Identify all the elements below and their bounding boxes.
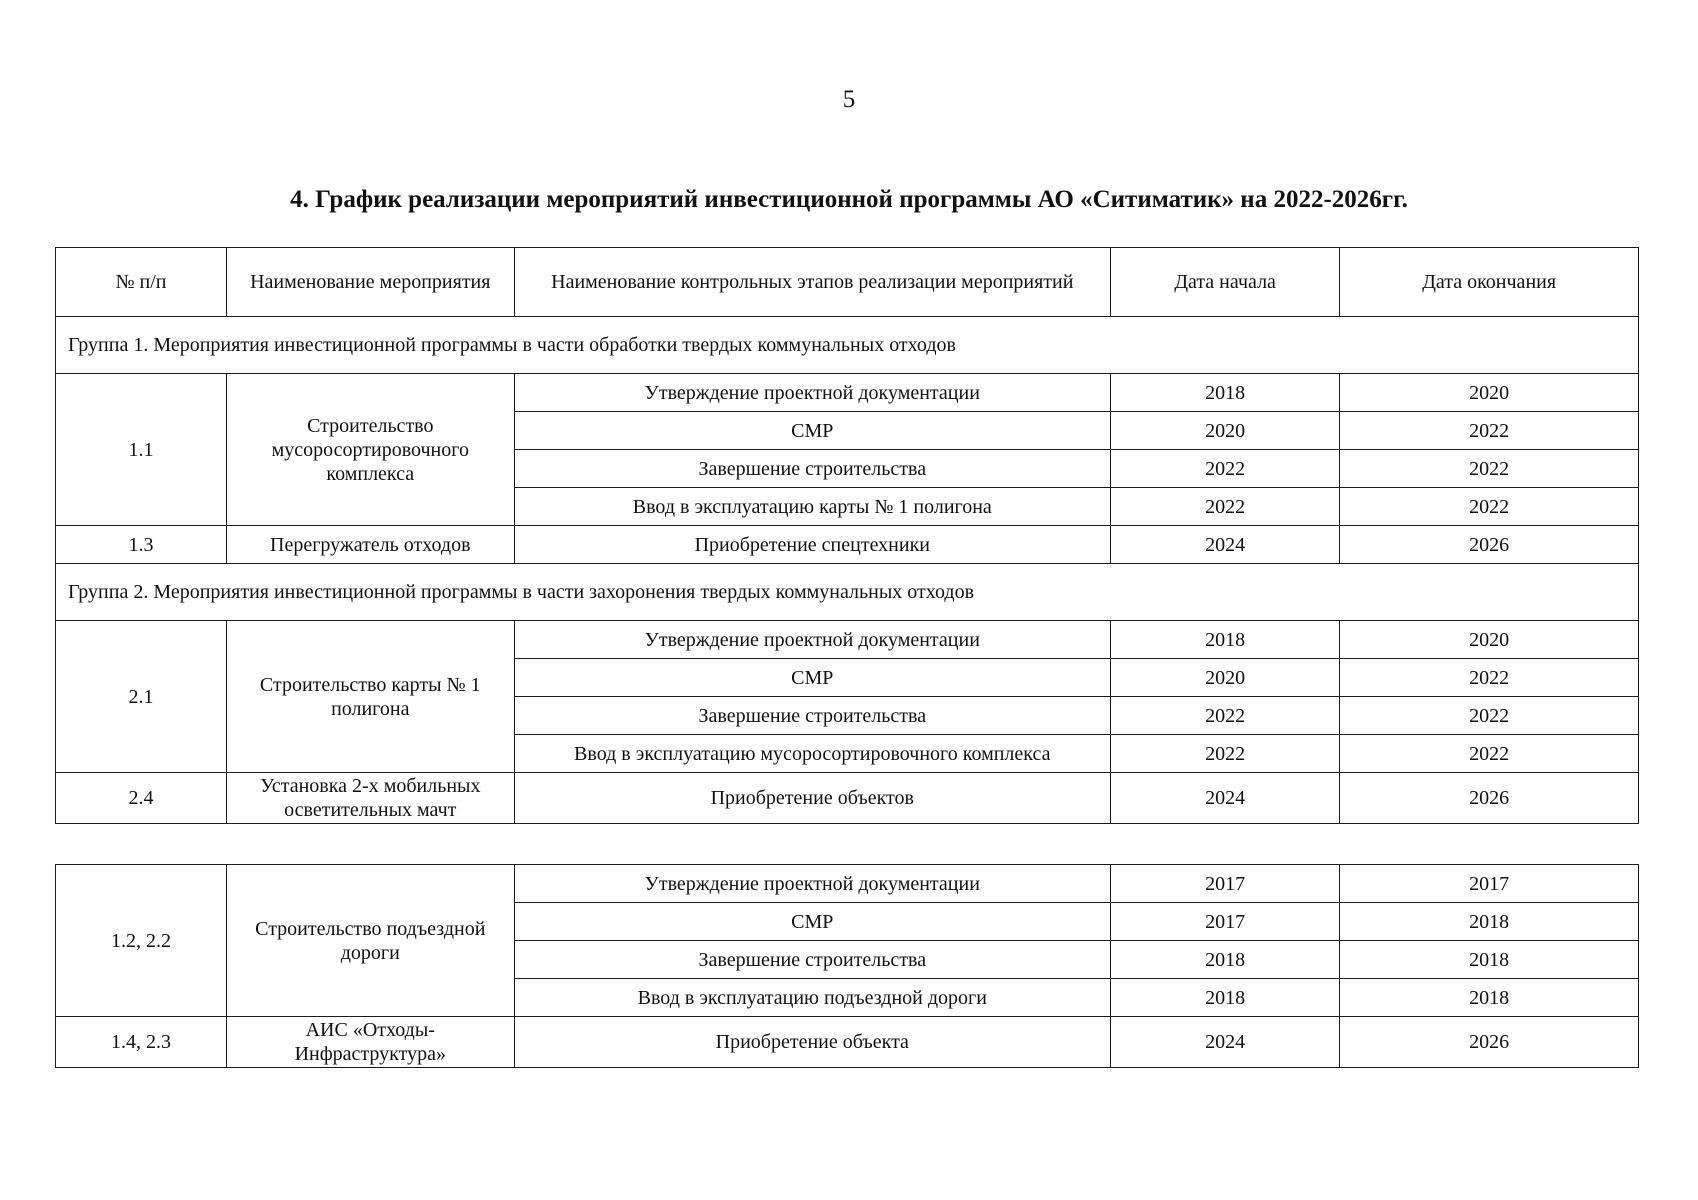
end-cell: 2022 (1340, 412, 1639, 450)
stage-cell: Приобретение объектов (514, 773, 1110, 824)
start-cell: 2018 (1110, 941, 1339, 979)
page-number: 5 (842, 86, 856, 113)
stage-cell: Ввод в эксплуатацию карты № 1 полигона (514, 488, 1110, 526)
stage-cell: Завершение строительства (514, 450, 1110, 488)
row-num: 1.3 (56, 526, 227, 564)
start-cell: 2020 (1110, 412, 1339, 450)
start-cell: 2024 (1110, 773, 1339, 824)
row-name: Строительство мусоросортировочного комплекса (226, 374, 514, 526)
row-name: Перегружатель отходов (226, 526, 514, 564)
document-title: 4. График реализации мероприятий инвестиционной программы АО «Ситиматик» на 2022-2026гг. (290, 186, 1408, 213)
stage-cell: Завершение строительства (514, 697, 1110, 735)
group-2-title: Группа 2. Мероприятия инвестиционной программы в части захоронения твердых коммунальных отходов (56, 564, 1639, 621)
end-cell: 2022 (1340, 697, 1639, 735)
start-cell: 2018 (1110, 979, 1339, 1017)
stage-cell: Приобретение объекта (514, 1017, 1110, 1068)
table-row (56, 621, 1639, 659)
group-row (56, 564, 1639, 621)
header-num: № п/п (56, 248, 227, 317)
start-cell: 2022 (1110, 697, 1339, 735)
row-name: Установка 2-х мобильных осветительных мачт (226, 773, 514, 824)
end-cell: 2020 (1340, 621, 1639, 659)
end-cell: 2026 (1340, 773, 1639, 824)
stage-cell: Утверждение проектной документации (514, 621, 1110, 659)
header-name: Наименование мероприятия (226, 248, 514, 317)
table-row (56, 526, 1639, 564)
stage-cell: СМР (514, 412, 1110, 450)
end-cell: 2026 (1340, 1017, 1639, 1068)
end-cell: 2022 (1340, 659, 1639, 697)
group-row (56, 317, 1639, 374)
end-cell: 2022 (1340, 450, 1639, 488)
start-cell: 2022 (1110, 735, 1339, 773)
end-cell: 2026 (1340, 526, 1639, 564)
start-cell: 2022 (1110, 488, 1339, 526)
stage-cell: Утверждение проектной документации (514, 865, 1110, 903)
stage-cell: Приобретение спецтехники (514, 526, 1110, 564)
header-end: Дата окончания (1340, 248, 1639, 317)
start-cell: 2017 (1110, 903, 1339, 941)
start-cell: 2024 (1110, 526, 1339, 564)
stage-cell: Ввод в эксплуатацию подъездной дороги (514, 979, 1110, 1017)
row-num: 1.4, 2.3 (56, 1017, 227, 1068)
row-num: 2.4 (56, 773, 227, 824)
end-cell: 2017 (1340, 865, 1639, 903)
stage-cell: Завершение строительства (514, 941, 1110, 979)
end-cell: 2022 (1340, 735, 1639, 773)
row-name: Строительство подъездной дороги (226, 865, 514, 1017)
schedule-table-continued (55, 864, 1639, 1068)
start-cell: 2017 (1110, 865, 1339, 903)
header-stages: Наименование контрольных этапов реализации мероприятий (514, 248, 1110, 317)
end-cell: 2022 (1340, 488, 1639, 526)
end-cell: 2020 (1340, 374, 1639, 412)
start-cell: 2020 (1110, 659, 1339, 697)
stage-cell: СМР (514, 659, 1110, 697)
end-cell: 2018 (1340, 903, 1639, 941)
stage-cell: Ввод в эксплуатацию мусоросортировочного комплекса (514, 735, 1110, 773)
start-cell: 2018 (1110, 374, 1339, 412)
start-cell: 2024 (1110, 1017, 1339, 1068)
stage-cell: СМР (514, 903, 1110, 941)
row-num: 2.1 (56, 621, 227, 773)
start-cell: 2022 (1110, 450, 1339, 488)
row-num: 1.1 (56, 374, 227, 526)
row-num: 1.2, 2.2 (56, 865, 227, 1017)
table-row (56, 1017, 1639, 1068)
table-row (56, 374, 1639, 412)
schedule-table (55, 247, 1639, 824)
stage-cell: Утверждение проектной документации (514, 374, 1110, 412)
start-cell: 2018 (1110, 621, 1339, 659)
table-header-row (56, 248, 1639, 317)
row-name: АИС «Отходы-Инфраструктура» (226, 1017, 514, 1068)
group-1-title: Группа 1. Мероприятия инвестиционной программы в части обработки твердых коммунальных отходов (56, 317, 1639, 374)
table-row (56, 773, 1639, 824)
row-name: Строительство карты № 1 полигона (226, 621, 514, 773)
header-start: Дата начала (1110, 248, 1339, 317)
end-cell: 2018 (1340, 941, 1639, 979)
table-row (56, 865, 1639, 903)
end-cell: 2018 (1340, 979, 1639, 1017)
